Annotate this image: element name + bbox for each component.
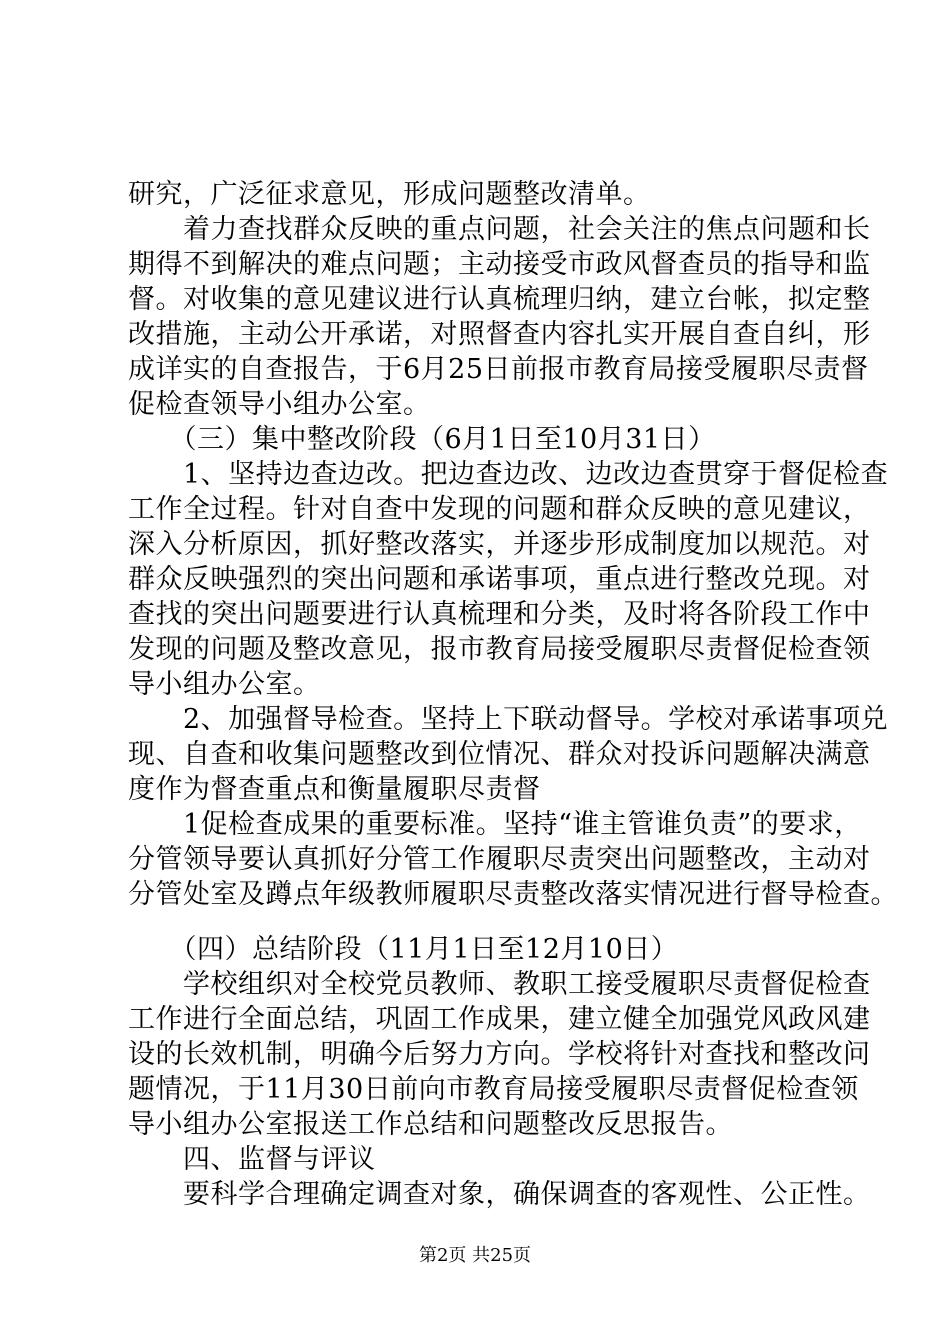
section-heading: （四）总结阶段（11月1日至12月10日）	[128, 934, 679, 965]
paragraph-line: 促检查领导小组办公室。	[128, 389, 431, 420]
paragraph-line: 现、自查和收集问题整改到位情况、群众对投诉问题解决满意	[128, 739, 871, 770]
paragraph-line: 成详实的自查报告，于6月25日前报市教育局接受履职尽责督	[128, 354, 869, 385]
paragraph-line: 度作为督查重点和衡量履职尽责督	[128, 774, 541, 805]
paragraph-line: 督。对收集的意见建议进行认真梳理归纳，建立台帐，拟定整	[128, 284, 871, 315]
paragraph-line: 2、加强督导检查。坚持上下联动督导。学校对承诺事项兑	[128, 704, 889, 735]
paragraph-line: 导小组办公室报送工作总结和问题整改反思报告。	[128, 1109, 733, 1140]
paragraph-line: 着力查找群众反映的重点问题，社会关注的焦点问题和长	[128, 214, 871, 245]
paragraph-line: 1、坚持边查边改。把边查边改、边改边查贯穿于督促检查	[128, 459, 889, 490]
paragraph-line: 研究，广泛征求意见，形成问题整改清单。	[128, 179, 651, 210]
paragraph-line: 工作进行全面总结，巩固工作成果，建立健全加强党风政风建	[128, 1004, 871, 1035]
paragraph-line: 分管领导要认真抓好分管工作履职尽责突出问题整改，主动对	[128, 844, 871, 875]
section-heading: 四、监督与评议	[128, 1144, 376, 1175]
section-heading: （三）集中整改阶段（6月1日至10月31日）	[128, 424, 716, 455]
paragraph-line: 改措施，主动公开承诺，对照督查内容扎实开展自查自纠，形	[128, 319, 871, 350]
paragraph-line: 期得不到解决的难点问题；主动接受市政风督查员的指导和监	[128, 249, 871, 280]
paragraph-line: 学校组织对全校党员教师、教职工接受履职尽责督促检查	[128, 969, 871, 1000]
paragraph-line: 要科学合理确定调查对象，确保调查的客观性、公正性。	[128, 1179, 871, 1210]
paragraph-line: 设的长效机制，明确今后努力方向。学校将针对查找和整改问	[128, 1039, 871, 1070]
paragraph-line: 导小组办公室。	[128, 669, 321, 700]
paragraph-line: 群众反映强烈的突出问题和承诺事项，重点进行整改兑现。对	[128, 564, 871, 595]
paragraph-line: 1促检查成果的重要标准。坚持“谁主管谁负责”的要求，	[128, 809, 862, 840]
paragraph-line: 深入分析原因，抓好整改落实，并逐步形成制度加以规范。对	[128, 529, 871, 560]
paragraph-line: 题情况，于11月30日前向市教育局接受履职尽责督促检查领	[128, 1074, 859, 1105]
paragraph-line: 发现的问题及整改意见，报市教育局接受履职尽责督促检查领	[128, 634, 871, 665]
paragraph-line: 工作全过程。针对自查中发现的问题和群众反映的意见建议，	[128, 494, 871, 525]
page-number-footer: 第2页 共25页	[418, 1245, 532, 1266]
paragraph-line: 分管处室及蹲点年级教师履职尽责整改落实情况进行督导检查。	[128, 879, 898, 910]
paragraph-line: 查找的突出问题要进行认真梳理和分类，及时将各阶段工作中	[128, 599, 871, 630]
